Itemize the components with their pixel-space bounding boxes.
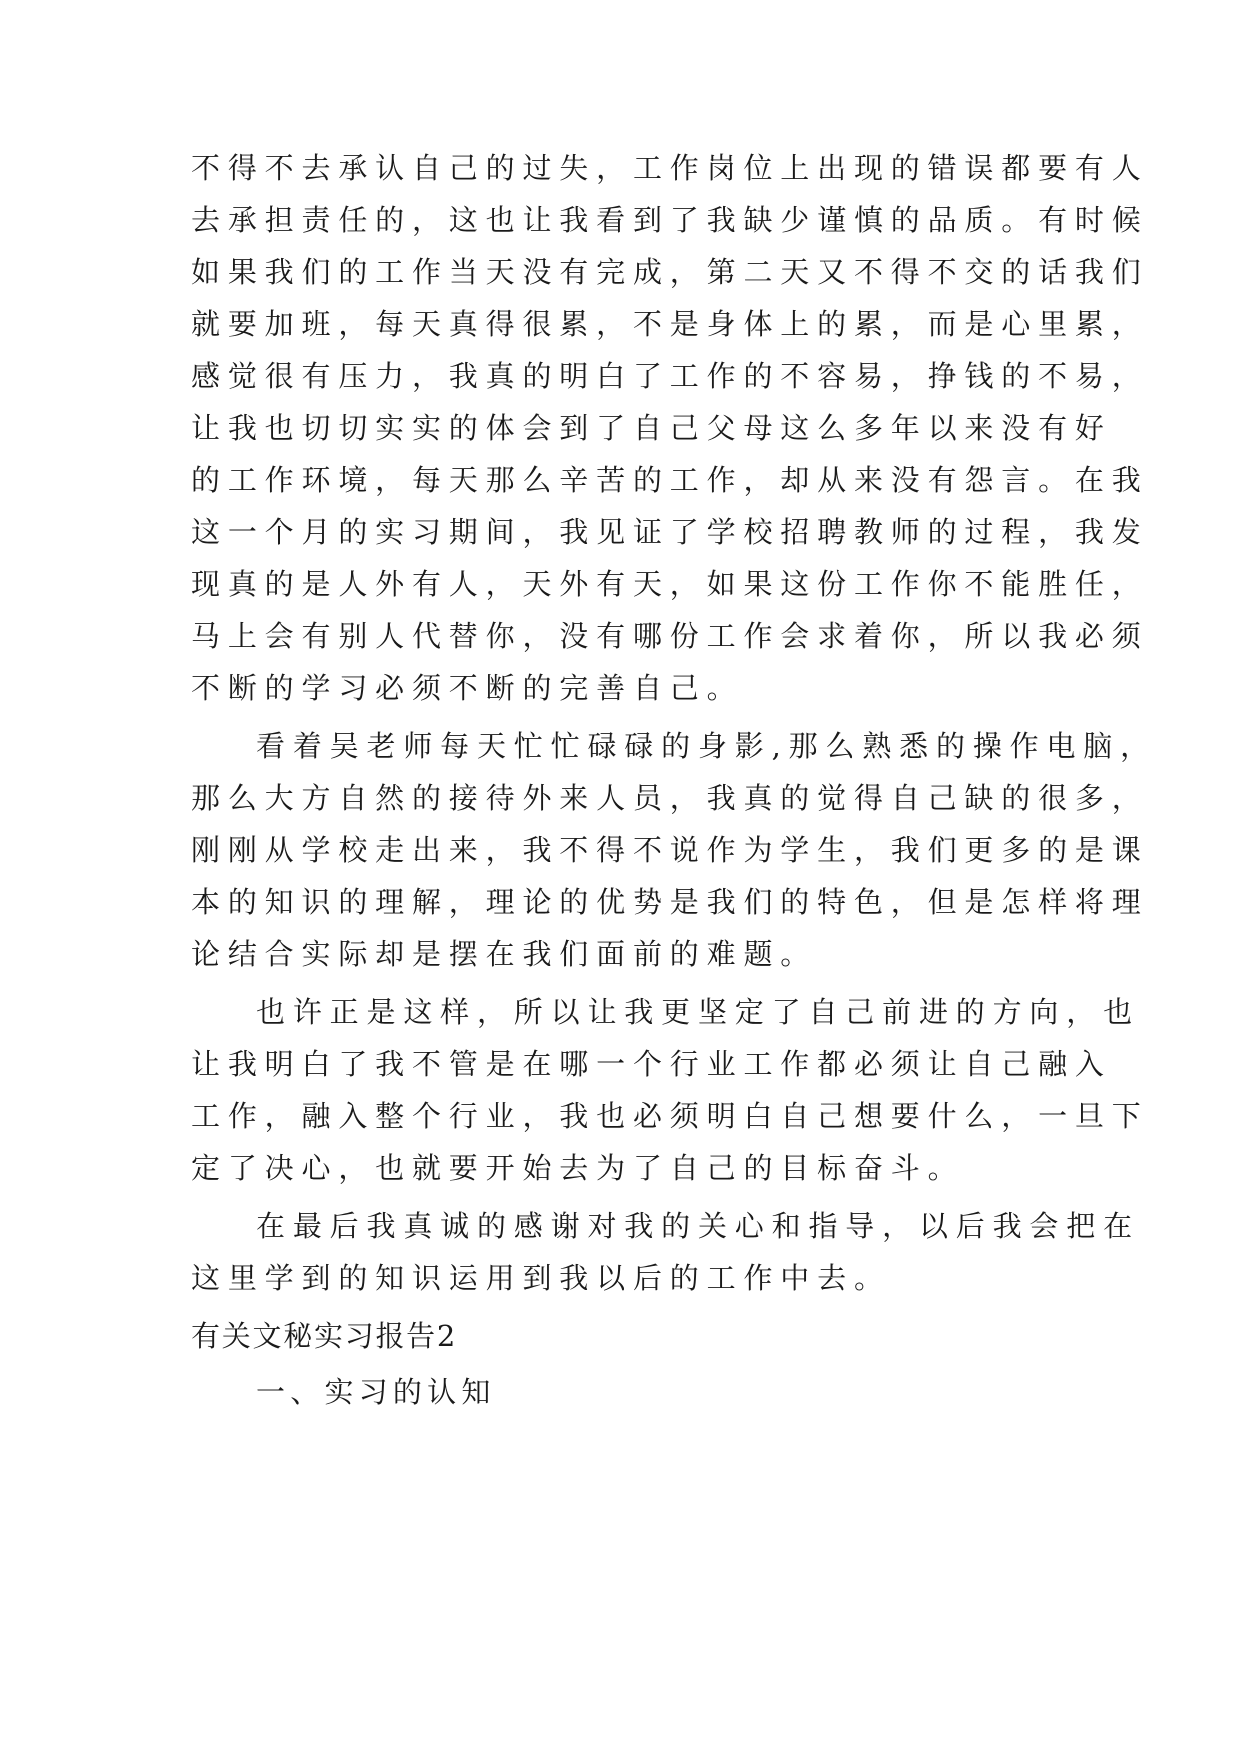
paragraph-line: 不得不去承认自己的过失，工作岗位上出现的错误都要有人 [191, 151, 1149, 185]
paragraph-line: 马上会有别人代替你，没有哪份工作会求着你，所以我必须 [191, 619, 1149, 653]
paragraph-line: 不断的学习必须不断的完善自己。 [191, 671, 744, 705]
paragraph-line: 去承担责任的，这也让我看到了我缺少谨慎的品质。有时候 [191, 203, 1149, 237]
paragraph-line: 就要加班，每天真得很累，不是身体上的累，而是心里累， [191, 307, 1149, 341]
paragraph-line: 现真的是人外有人，天外有天，如果这份工作你不能胜任， [191, 567, 1149, 601]
paragraph-line: 感觉很有压力，我真的明白了工作的不容易，挣钱的不易， [191, 359, 1149, 393]
paragraph-line: 定了决心，也就要开始去为了自己的目标奋斗。 [191, 1151, 965, 1185]
paragraph-line: 刚刚从学校走出来，我不得不说作为学生，我们更多的是课 [191, 833, 1149, 867]
paragraph-line: 的工作环境，每天那么辛苦的工作，却从来没有怨言。在我 [191, 463, 1149, 497]
subsection-title: 一、实习的认知 [256, 1375, 496, 1409]
section-title: 有关文秘实习报告2 [191, 1319, 458, 1353]
paragraph-line: 如果我们的工作当天没有完成，第二天又不得不交的话我们 [191, 255, 1149, 289]
paragraph-line: 本的知识的理解，理论的优势是我们的特色，但是怎样将理 [191, 885, 1149, 919]
paragraph-line: 让我也切切实实的体会到了自己父母这么多年以来没有好 [191, 411, 1112, 445]
paragraph-line: 论结合实际却是摆在我们面前的难题。 [191, 937, 818, 971]
paragraph-line: 那么大方自然的接待外来人员，我真的觉得自己缺的很多， [191, 781, 1149, 815]
paragraph-line: 工作，融入整个行业，我也必须明白自己想要什么，一旦下 [191, 1099, 1149, 1133]
paragraph-line: 这一个月的实习期间，我见证了学校招聘教师的过程，我发 [191, 515, 1149, 549]
paragraph-line: 让我明白了我不管是在哪一个行业工作都必须让自己融入 [191, 1047, 1112, 1081]
paragraph-line: 看着吴老师每天忙忙碌碌的身影,那么熟悉的操作电脑， [256, 729, 1157, 763]
paragraph-line: 在最后我真诚的感谢对我的关心和指导，以后我会把在 [256, 1209, 1140, 1243]
paragraph-line: 这里学到的知识运用到我以后的工作中去。 [191, 1261, 891, 1295]
paragraph-line: 也许正是这样，所以让我更坚定了自己前进的方向，也 [256, 995, 1140, 1029]
